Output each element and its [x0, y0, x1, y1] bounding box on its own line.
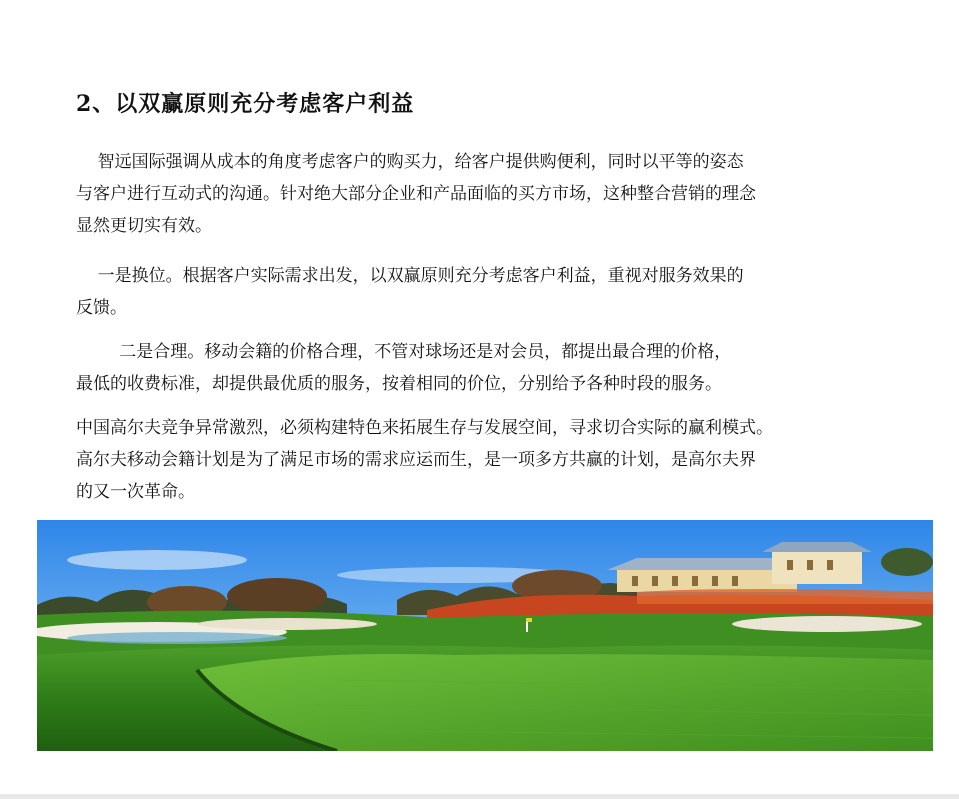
paragraph-intro	[76, 146, 926, 242]
paragraph-line: 最低的收费标准，却提供最优质的服务，按着相同的价位，分别给予各种时段的服务。	[76, 374, 722, 394]
paragraph-line: 一是换位。根据客户实际需求出发，以双赢原则充分考虑客户利益，重视对服务效果的	[76, 266, 744, 286]
paragraph-conclusion	[76, 412, 926, 508]
page-bottom-divider	[0, 794, 959, 799]
paragraph-point-two	[76, 336, 926, 400]
paragraph-line: 智远国际强调从成本的角度考虑客户的购买力，给客户提供购便利，同时以平等的姿态	[76, 152, 744, 172]
paragraph-line: 高尔夫移动会籍计划是为了满足市场的需求应运而生，是一项多方共赢的计划，是高尔夫界	[76, 450, 756, 470]
paragraph-line: 与客户进行互动式的沟通。针对绝大部分企业和产品面临的买方市场，这种整合营销的理念	[76, 184, 756, 204]
paragraph-line: 二是合理。移动会籍的价格合理，不管对球场还是对会员，都提出最合理的价格，	[76, 342, 732, 362]
section-heading: 2、以双赢原则充分考虑客户利益	[76, 91, 415, 117]
paragraph-line: 的又一次革命。	[76, 482, 195, 502]
paragraph-line: 中国高尔夫竞争异常激烈，必须构建特色来拓展生存与发展空间，寻求切合实际的赢利模式。	[76, 418, 773, 438]
paragraph-line: 反馈。	[76, 298, 127, 318]
paragraph-point-one	[76, 260, 926, 324]
paragraph-line: 显然更切实有效。	[76, 216, 212, 236]
golf-course-photo	[37, 520, 933, 751]
